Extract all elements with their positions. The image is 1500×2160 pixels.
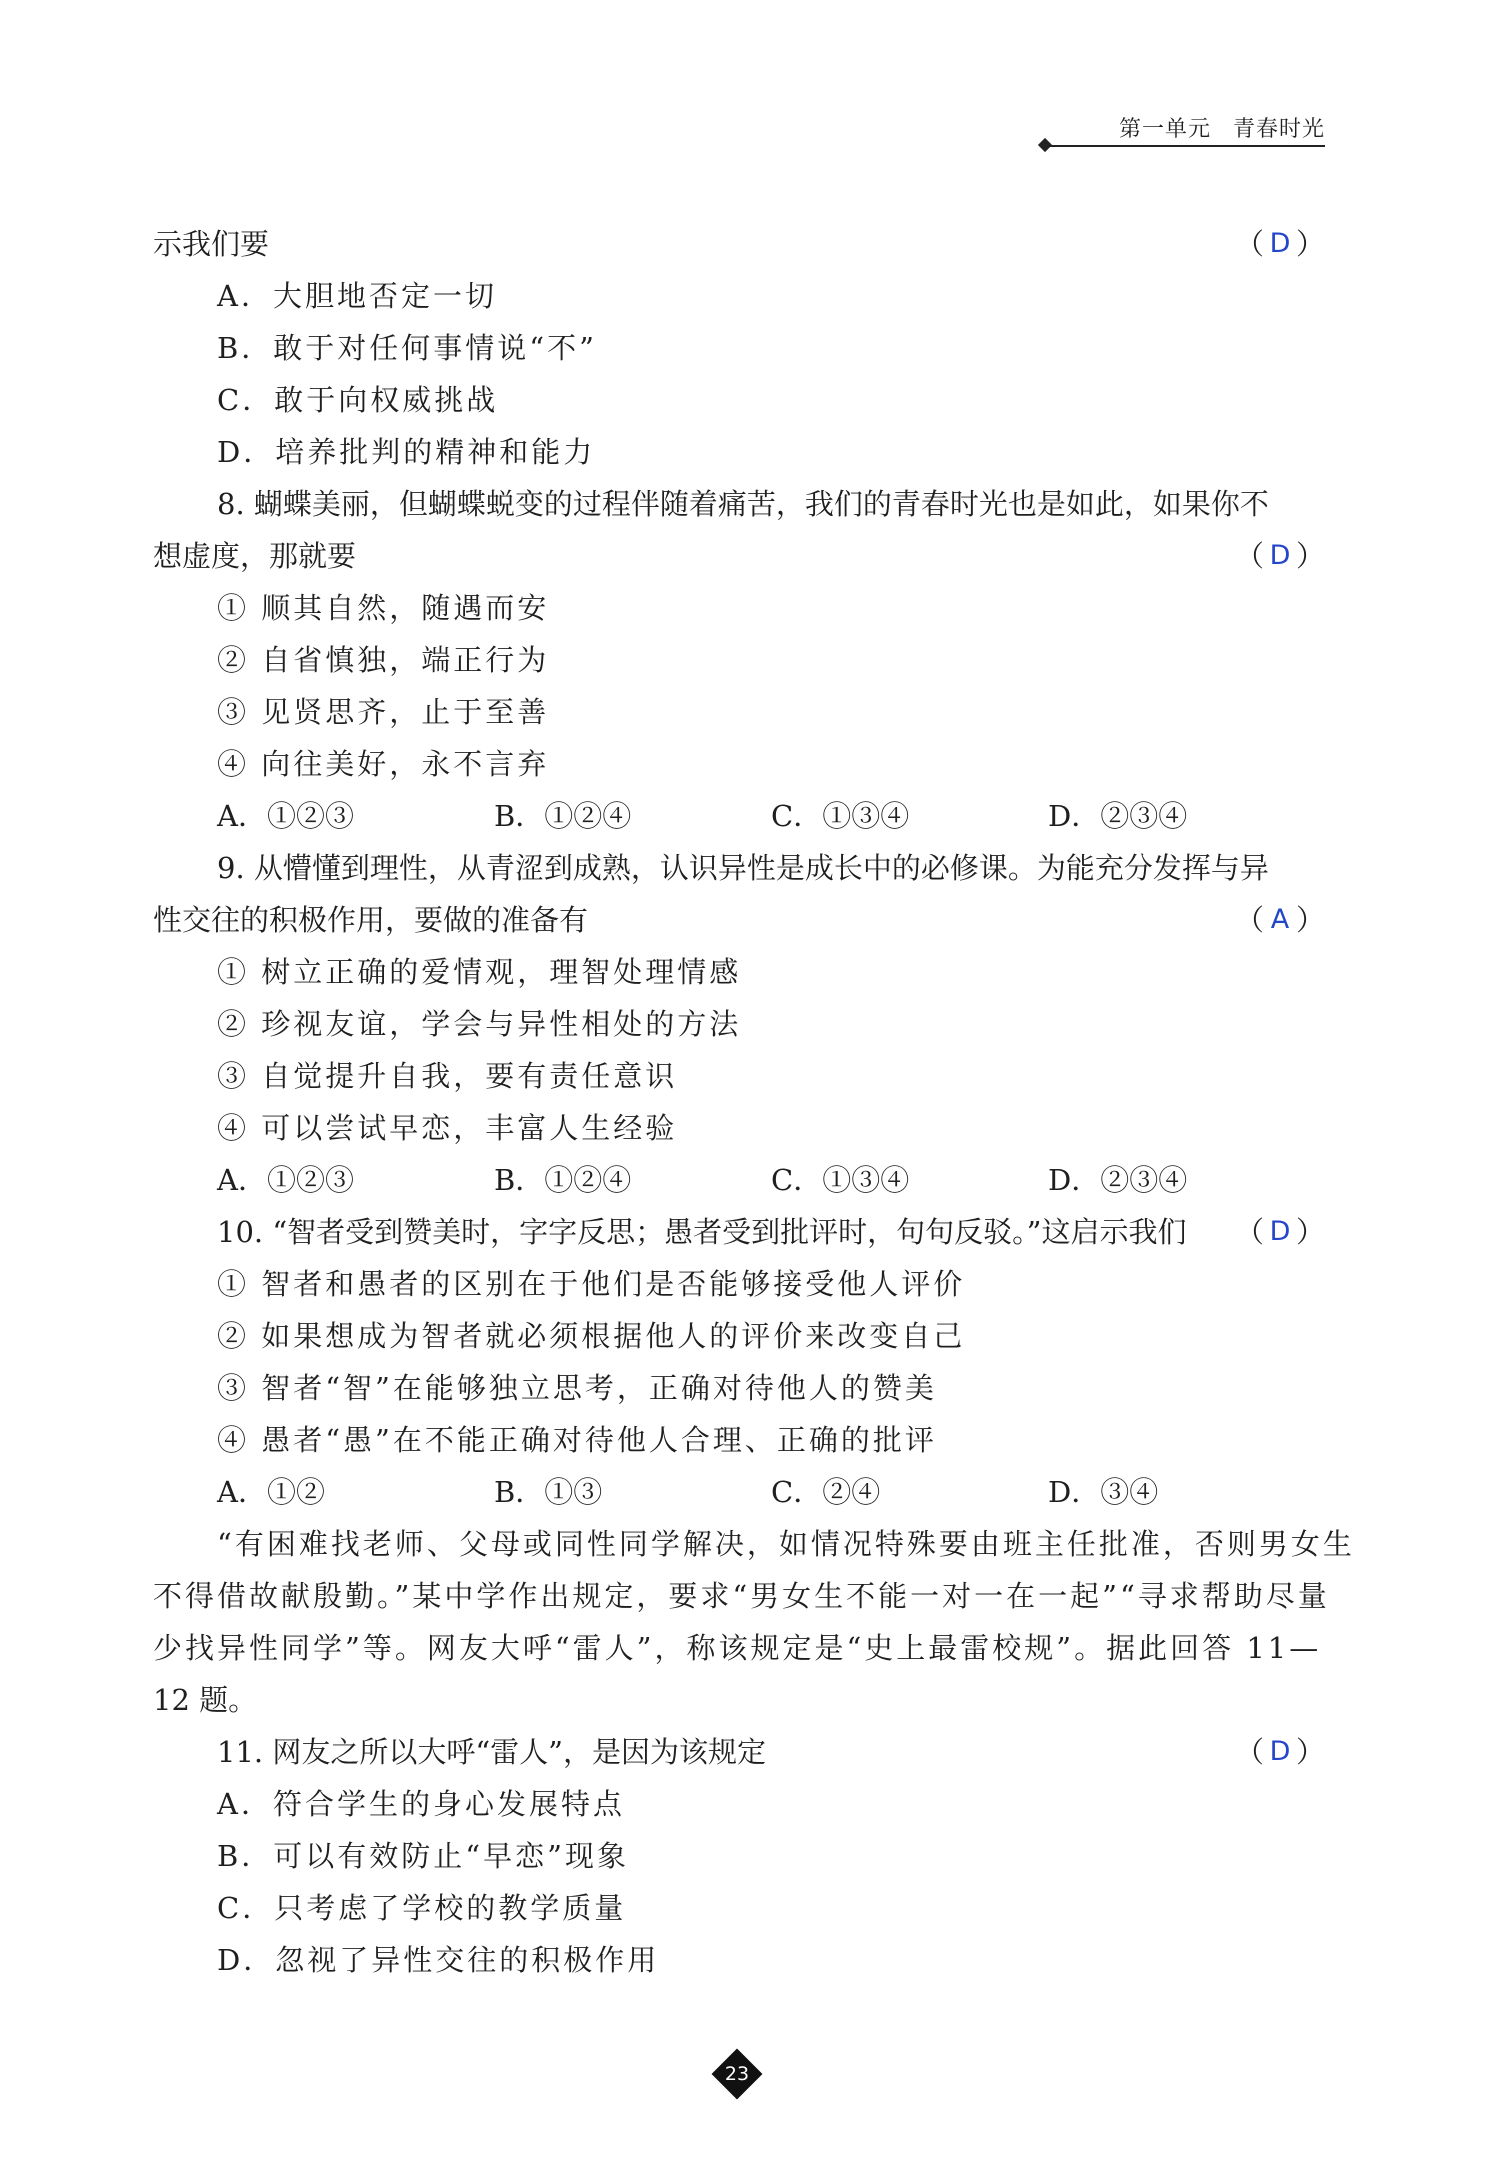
q10-choices	[153, 1466, 1325, 1518]
q10-item-3: ③ 智者“智”在能够独立思考，正确对待他人的赞美	[217, 1371, 937, 1405]
passage-line-4: 12 题。	[153, 1683, 258, 1717]
q11-option-d: D．忽视了异性交往的积极作用	[217, 1943, 660, 1977]
q10-answer-letter: D	[1269, 1216, 1291, 1247]
q10-item-1: ① 智者和愚者的区别在于他们是否能够接受他人评价	[217, 1267, 966, 1301]
q11-option-b: B．可以有效防止“早恋”现象	[217, 1839, 629, 1873]
q7-option-a: A．大胆地否定一切	[217, 279, 497, 313]
q8-choice-d: D．②③④	[1048, 799, 1188, 833]
q9-choice-b: B．①②④	[494, 1163, 632, 1197]
header-unit: 第一单元	[1118, 117, 1211, 142]
q7-option-d: D．培养批判的精神和能力	[217, 435, 596, 469]
q9-answer-letter: A	[1270, 904, 1290, 935]
q8-choice-a: A．①②③	[217, 799, 354, 833]
q8-answer: （ D ）	[1235, 530, 1325, 582]
q8-stem-line2: 想虚度，那就要 （ D ）	[153, 530, 1325, 582]
q7-answer: （ D ）	[1235, 218, 1325, 270]
q9-item-4: ④ 可以尝试早恋，丰富人生经验	[217, 1111, 678, 1145]
q7-answer-letter: D	[1269, 228, 1291, 259]
q9-choice-c: C．①③④	[771, 1163, 910, 1197]
q8-choice-b: B．①②④	[494, 799, 632, 833]
page-content	[153, 218, 1355, 1986]
q11-stem: 11. 网友之所以大呼“雷人”，是因为该规定 （ D ）	[153, 1726, 1325, 1778]
q10-item-2: ② 如果想成为智者就必须根据他人的评价来改变自己	[217, 1319, 966, 1353]
page-number-badge	[712, 2049, 762, 2099]
header-title: 青春时光	[1232, 117, 1325, 142]
q8-answer-letter: D	[1269, 540, 1291, 571]
q10-choice-b: B．①③	[494, 1475, 603, 1509]
q9-item-3: ③ 自觉提升自我，要有责任意识	[217, 1059, 678, 1093]
q8-item-2: ② 自省慎独，端正行为	[217, 643, 550, 677]
q8-item-1: ① 顺其自然，随遇而安	[217, 591, 550, 625]
q11-answer: （ D ）	[1235, 1726, 1325, 1778]
q11-answer-letter: D	[1269, 1736, 1291, 1767]
q10-answer: （ D ）	[1235, 1206, 1325, 1258]
q9-choice-a: A．①②③	[217, 1163, 354, 1197]
passage-line-1: “有困难找老师、父母或同性同学解决，如情况特殊要由班主任批准，否则男女生	[217, 1527, 1355, 1561]
q9-choices	[153, 1154, 1325, 1206]
q8-item-4: ④ 向往美好，永不言弃	[217, 747, 550, 781]
q9-item-2: ② 珍视友谊，学会与异性相处的方法	[217, 1007, 742, 1041]
q7-option-b: B．敢于对任何事情说“不”	[217, 331, 597, 365]
q11-option-a: A．符合学生的身心发展特点	[217, 1787, 625, 1821]
q9-answer: （ A ）	[1235, 894, 1325, 946]
q8-choice-c: C．①③④	[771, 799, 910, 833]
passage-line-3: 少找异性同学”等。网友大呼“雷人”，称该规定是“史上最雷校规”。据此回答 11—	[153, 1631, 1322, 1665]
q9-stem-line2: 性交往的积极作用，要做的准备有 （ A ）	[153, 894, 1325, 946]
q9-item-1: ① 树立正确的爱情观，理智处理情感	[217, 955, 742, 989]
q9-choice-d: D．②③④	[1048, 1163, 1188, 1197]
q10-item-4: ④ 愚者“愚”在不能正确对待他人合理、正确的批评	[217, 1423, 937, 1457]
q7-stem: 示我们要 （ D ）	[153, 218, 1325, 270]
page-header	[1040, 112, 1325, 152]
q8-item-3: ③ 见贤思齐，止于至善	[217, 695, 550, 729]
header-rule	[1046, 145, 1325, 147]
page-number: 23	[724, 2063, 750, 2085]
q10-choice-c: C．②④	[771, 1475, 881, 1509]
q7-option-c: C．敢于向权威挑战	[217, 383, 499, 417]
q10-stem: 10. “智者受到赞美时，字字反思；愚者受到批评时，句句反驳。”这启示我们 （ D ）	[153, 1206, 1325, 1258]
q10-choice-d: D．③④	[1048, 1475, 1159, 1509]
q10-choice-a: A．①②	[217, 1475, 325, 1509]
q11-option-c: C．只考虑了学校的教学质量	[217, 1891, 627, 1925]
passage-line-2: 不得借故献殷勤。”某中学作出规定，要求“男女生不能一对一在一起”“寻求帮助尽量	[153, 1579, 1330, 1613]
header-text	[1119, 112, 1325, 143]
q9-stem-line1: 9. 从懵懂到理性，从青涩到成熟，认识异性是成长中的必修课。为能充分发挥与异	[217, 851, 1269, 885]
q8-stem-line1: 8. 蝴蝶美丽，但蝴蝶蜕变的过程伴随着痛苦，我们的青春时光也是如此，如果你不	[217, 487, 1269, 521]
q8-choices	[153, 790, 1325, 842]
